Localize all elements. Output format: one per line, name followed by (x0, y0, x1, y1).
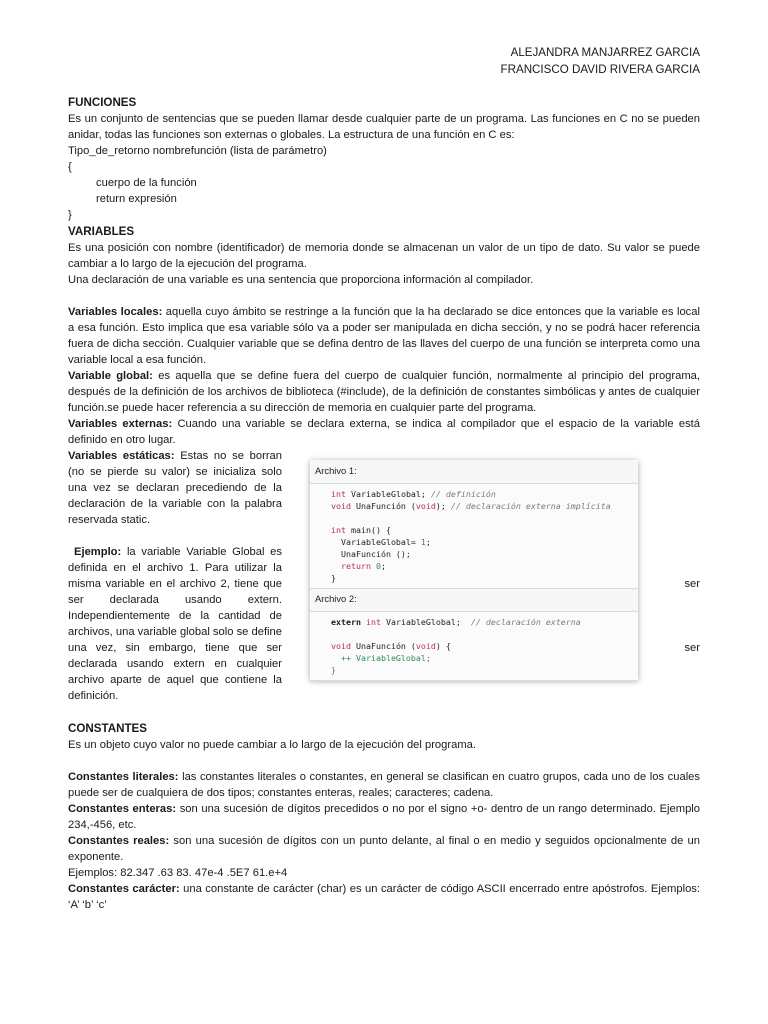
code-example-figure (310, 460, 638, 680)
definition: es aquella que se define fuera del cuerpo de cualquier función, normalmente al principio del programa, después de la definición de los archivos de biblioteca (#include), de la definición de constantes simbólicas y antes de cualquier función.se puede hacer referencia a su dirección de memoria en cualquier parte del programa. (68, 370, 701, 414)
left-column (68, 448, 282, 704)
file-label: Archivo 1: (315, 465, 357, 476)
overflow-word: ser (684, 578, 700, 590)
file-label: Archivo 2: (315, 593, 357, 604)
definition: la variable Variable Global es definida en el archivo 1. Para utilizar la misma variable en el archivo 2, tiene que ser declarada usando extern. Independientemente de la cantidad de archivos, una variable global solo se define una vez, sin embargo, tiene que ser declarada usando extern en cualquier archivo aparte de aquel que contiene la definición. (68, 546, 282, 702)
section-heading-variables: VARIABLES (68, 225, 135, 238)
term: Variable global: (68, 370, 153, 382)
definition: una constante de carácter (char) es un carácter de código ASCII encerrado entre apóstrofos. Ejemplos: ‘A’ ‘b’ ‘c’ (68, 883, 701, 911)
document-page (68, 44, 700, 913)
term: Constantes enteras: (68, 803, 177, 815)
term: Variables externas: (68, 418, 173, 430)
variables-estaticas-paragraph (68, 448, 282, 528)
constantes-paragraph: Es un objeto cuyo valor no puede cambiar a lo largo de la ejecución del programa. (68, 739, 476, 751)
section-heading-constantes: CONSTANTES (68, 722, 148, 735)
constantes-enteras-paragraph (68, 801, 700, 833)
syntax-line: { (68, 161, 72, 173)
syntax-line: } (68, 209, 72, 221)
code-block-file2: extern int VariableGlobal; // declaración externa void UnaFunción (void) { ++ VariableGlobal; } (310, 611, 638, 681)
author-block (68, 44, 700, 78)
term: Constantes carácter: (68, 883, 180, 895)
variable-global-paragraph (68, 368, 700, 416)
author-name: ALEJANDRA MANJARREZ GARCIA (510, 46, 700, 59)
definition: Estas no se borran (no se pierde su valor) se inicializa solo una vez se declaran precediendo de la declaración de la variable con la palabra reservada static. (68, 450, 282, 526)
variables-externas-paragraph (68, 416, 700, 448)
definition: aquella cuyo ámbito se restringe a la función que la ha declarado se dice entonces que la variable es local a esa función. Esto implica que esa variable sólo va a poder ser manipulada en dicha sección, y no se podrá hacer referencia fuera de dicha sección. Cualquier variable que se defina dentro de las llaves del cuerpo de una función se interpreta como una variable local a esa función. (68, 306, 700, 366)
ejemplo-paragraph (68, 544, 282, 704)
funciones-intro: Es un conjunto de sentencias que se pueden llamar desde cualquier parte de un programa. Las funciones en C no se pueden anidar, todas las funciones son externas o globales. La estructura de una función en C es: (68, 113, 700, 141)
syntax-line: return expresión (96, 193, 177, 205)
term: Constantes reales: (68, 835, 170, 847)
term: Variables estáticas: (68, 450, 175, 462)
syntax-line: cuerpo de la función (96, 177, 197, 189)
term: Variables locales: (68, 306, 163, 318)
definition: son una sucesión de dígitos con un punto delante, al final o en medio y seguidos opcionalmente de un exponente. (68, 835, 700, 863)
constantes-reales-paragraph (68, 833, 700, 865)
author-name: FRANCISCO DAVID RIVERA GARCIA (500, 63, 700, 76)
overflow-word: ser (684, 642, 700, 654)
variables-paragraph: Es una posición con nombre (identificador) de memoria donde se almacenan un valor de un tipo de dato. Su valor se puede cambiar a lo largo de la ejecución del programa. (68, 242, 700, 270)
section-heading-funciones: FUNCIONES (68, 96, 137, 109)
constantes-caracter-paragraph (68, 881, 700, 913)
variables-paragraph: Una declaración de una variable es una sentencia que proporciona información al compilador. (68, 274, 534, 286)
definition: Cuando una variable se declara externa, se indica al compilador que el espacio de la variable está definido en otro lugar. (68, 418, 700, 446)
code-block-file1: int VariableGlobal; // definición void UnaFunción (void); // declaración externa implícita int main() { VariableGlobal= 1; UnaFunción (); return 0; } (310, 483, 638, 589)
syntax-line: Tipo_de_retorno nombrefunción (lista de parámetro) (68, 145, 327, 157)
term: Constantes literales: (68, 771, 179, 783)
term: Ejemplo: (74, 546, 122, 558)
definition: son una sucesión de dígitos precedidos o no por el signo +o- dentro de un rango determinado. Ejemplo 234,-456, etc. (68, 803, 700, 831)
variables-locales-paragraph (68, 304, 700, 368)
constantes-literales-paragraph (68, 769, 700, 801)
example-region (68, 448, 700, 704)
constantes-reales-examples: Ejemplos: 82.347 .63 83. 47e-4 .5E7 61.e+4 (68, 867, 288, 879)
definition: las constantes literales o constantes, en general se clasifican en cuatro grupos, cada uno de los cuales puede ser de cualquiera de dos tipos; constantes enteras, reales; caracteres; cadena. (68, 771, 700, 799)
